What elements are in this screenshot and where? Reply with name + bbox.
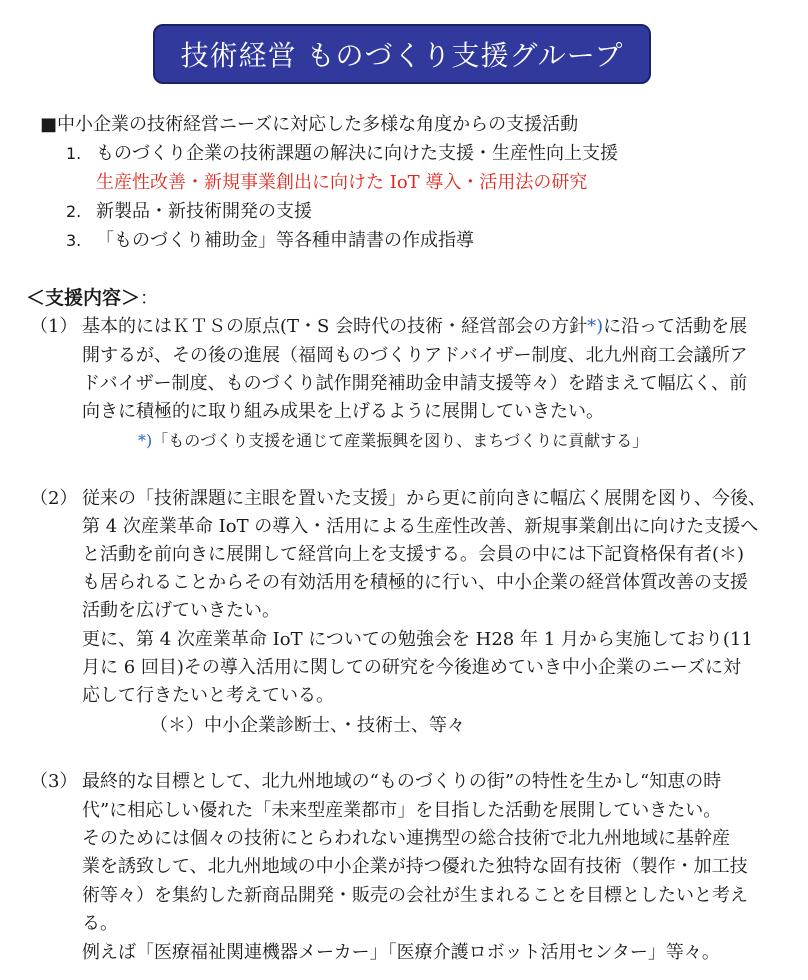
list-number: 1. xyxy=(66,144,82,163)
section-2-line-4: も居られることからその有効活用を積極的に行い、中小企業の経営体質改善の支援 xyxy=(82,572,748,593)
section-1-line-3: ドバイザー制度、ものづくり試作開発補助金申請支援等々）を踏まえて幅広く、前 xyxy=(82,373,748,394)
section-3-line-1: 最終的な目標として、北九州地域の“ものづくりの街”の特性を生かし“知恵の時 xyxy=(82,771,722,792)
section-1-number: （1） xyxy=(30,316,78,337)
section-2-footnote: （＊）中小企業診断士、・技術士、等々 xyxy=(150,715,465,736)
section-1-footnote xyxy=(138,427,648,455)
intro-item-3 xyxy=(66,227,474,255)
section-3-line-6: る。 xyxy=(82,913,118,934)
footnote-text: 「ものづくり支援を通じて産業振興を図り、まちづくりに貢献する」 xyxy=(152,431,649,450)
paragraph-text: 基本的にはＫＴＳの原点(T・S 会時代の技術・経営部会の方針 xyxy=(82,316,588,337)
section-2-number: （2） xyxy=(30,488,78,509)
section-2-line-5: 活動を広げていきたい。 xyxy=(82,600,280,621)
list-number: 2. xyxy=(66,202,82,221)
support-heading-colon: ： xyxy=(140,288,159,309)
support-heading-label: ＜支援内容＞ xyxy=(26,287,141,309)
section-3-line-3: そのためには個々の技術にとらわれない連携型の総合技術で北九州地域に基幹産 xyxy=(82,828,730,849)
section-2-line-2: 第 4 次産業革命 IoT の導入・活用による生産性改善、新規事業創出に向けた支援へ xyxy=(82,516,759,537)
intro-item-1 xyxy=(66,140,618,168)
section-3-line-4: 業を誘致して、北九州地域の中小企業が持つ優れた独特な固有技術（製作・加工技 xyxy=(82,856,748,877)
section-1-line-1 xyxy=(82,313,747,341)
section-3-line-7: 例えば「医療福祉関連機器メーカー」「医療介護ロボット活用センター」等々。 xyxy=(82,942,720,963)
section-2-line-6: 更に、第 4 次産業革命 IoT についての勉強会を H28 年 1 月から実施しており(11 xyxy=(82,629,753,650)
intro-item-2 xyxy=(66,198,312,226)
section-1-line-2: 開するが、その後の進展（福岡ものづくりアドバイザー制度、北九州商工会議所ア xyxy=(82,345,748,366)
section-2-line-1: 従来の「技術課題に主眼を置いた支援」から更に前向きに幅広く展開を図り、今後、 xyxy=(82,488,766,509)
section-3-number: （3） xyxy=(30,771,78,792)
intro-heading: ■中小企業の技術経営ニーズに対応した多様な角度からの支援活動 xyxy=(40,114,579,135)
list-text: ものづくり企業の技術課題の解決に向けた支援・生産性向上支援 xyxy=(96,143,618,164)
paragraph-text: に沿って活動を展 xyxy=(603,316,748,337)
footnote-marker: *) xyxy=(138,431,153,450)
section-3-line-2: 代”に相応しい優れた「未来型産業都市」を目指した活動を展開していきたい。 xyxy=(82,800,722,821)
page-title: 技術経営 ものづくり支援グループ xyxy=(153,24,651,84)
support-heading xyxy=(26,284,158,313)
list-number: 3. xyxy=(66,231,82,250)
footnote-marker: *) xyxy=(587,316,604,337)
section-2-line-7: 月に 6 回目)その導入活用に関しての研究を今後進めていき中小企業のニーズに対 xyxy=(82,657,742,678)
section-1-line-4: 向きに積極的に取り組み成果を上げるように展開していきたい。 xyxy=(82,401,604,422)
list-text: 新製品・新技術開発の支援 xyxy=(96,201,312,222)
section-3-line-5: 術等々）を集約した新商品開発・販売の会社が生まれることを目標としたいと考え xyxy=(82,885,748,906)
list-text: 「ものづくり補助金」等各種申請書の作成指導 xyxy=(96,230,474,251)
section-2-line-3: と活動を前向きに展開して経営向上を支援する。会員の中には下記資格保有者(＊) xyxy=(82,544,745,565)
section-2-line-8: 応して行きたいと考えている。 xyxy=(82,685,334,706)
intro-item-1-sub: 生産性改善・新規事業創出に向けた IoT 導入・活用法の研究 xyxy=(96,172,588,193)
